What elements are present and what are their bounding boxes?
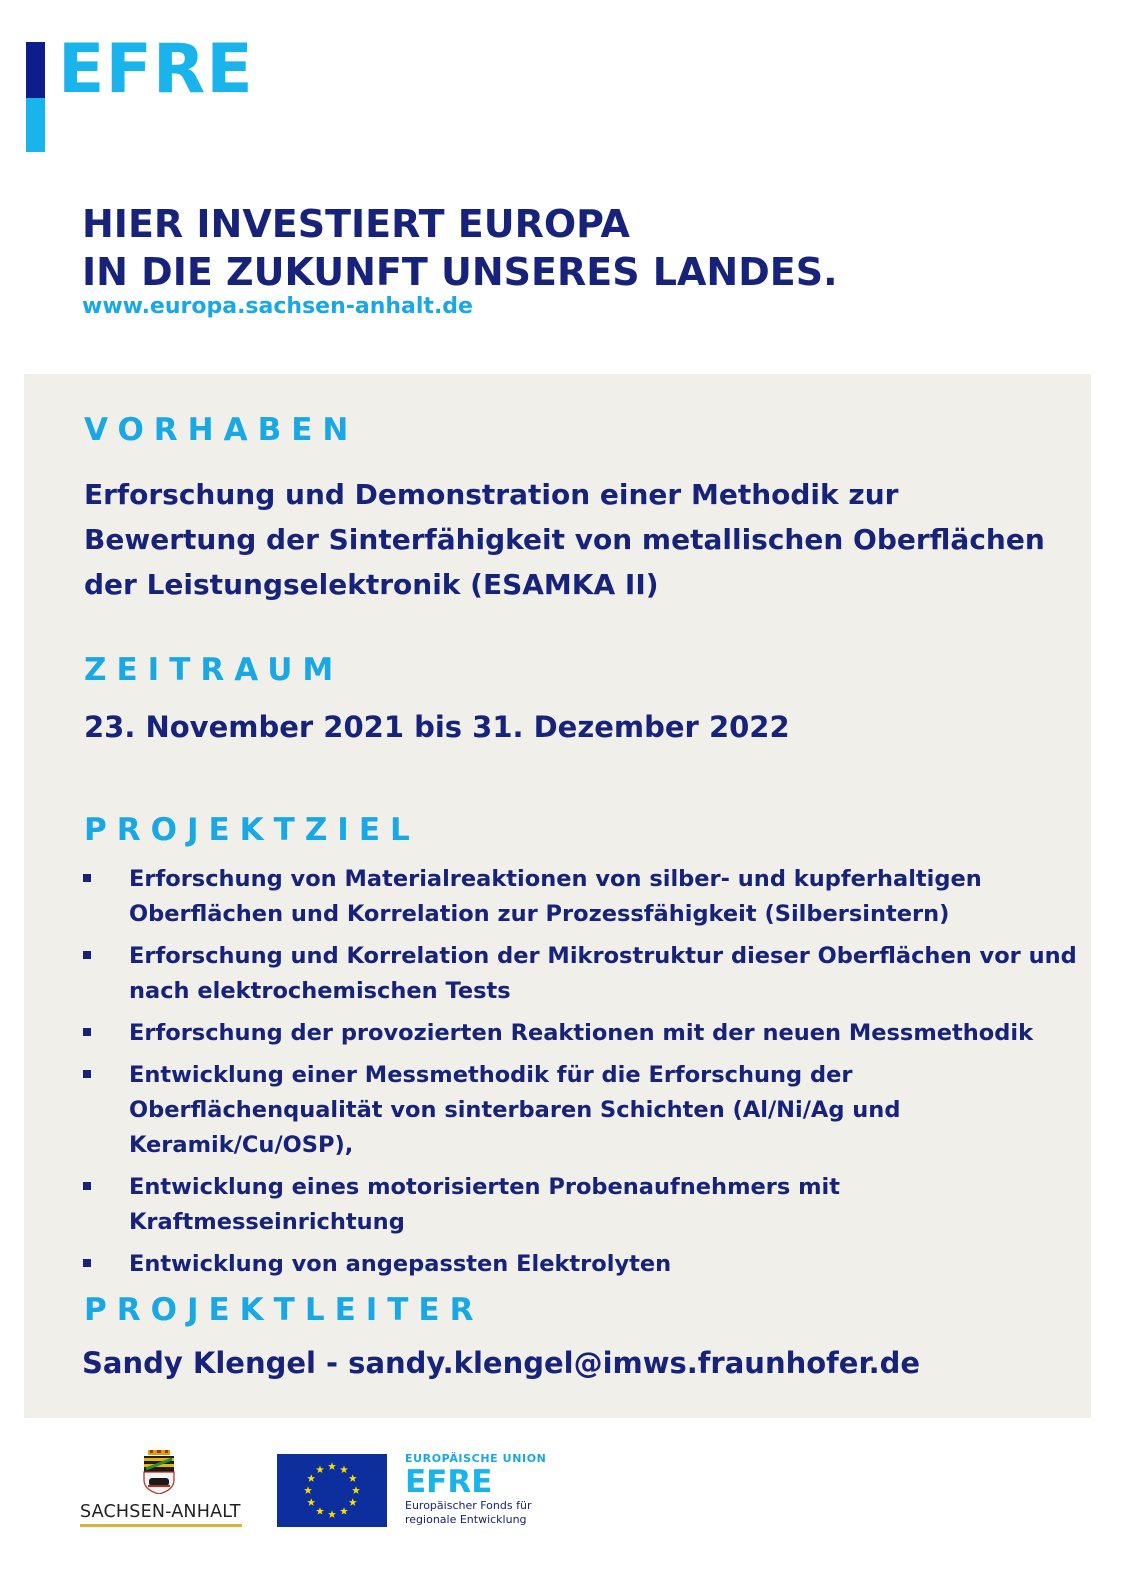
projektziel-heading: PROJEKTZIEL bbox=[84, 812, 420, 848]
zeitraum-heading: ZEITRAUM bbox=[84, 652, 344, 688]
goal-text: Erforschung von Materialreaktionen von silber- und kupferhaltigen Oberflächen und Korrelation zur Prozessfähigkeit (Silbersintern) bbox=[129, 866, 982, 927]
goal-text: Entwicklung einer Messmethodik für die Erforschung der Oberflächenqualität von sinterbaren Schichten (Al/Ni/Ag und Keramik/Cu/OSP), bbox=[129, 1062, 901, 1158]
goal-item bbox=[82, 1058, 1082, 1163]
headline-line-1: HIER INVESTIERT EUROPA bbox=[82, 202, 630, 246]
goal-item bbox=[82, 1170, 1082, 1240]
eu-fund-line-1: Europäischer Fonds für bbox=[405, 1499, 532, 1512]
project-leader-contact[interactable]: Sandy Klengel - sandy.klengel@imws.fraunhofer.de bbox=[82, 1346, 921, 1380]
sachsen-anhalt-logo bbox=[78, 1450, 244, 1530]
efre-logo: EFRE bbox=[58, 30, 254, 109]
goal-item bbox=[82, 1247, 1082, 1282]
bullet-icon bbox=[83, 874, 91, 882]
goal-item bbox=[82, 939, 1082, 1009]
project-title: Erforschung und Demonstration einer Methodik zur Bewertung der Sinterfähigkeit von metallischen Oberflächen der Leistungselektronik (ESAMKA II) bbox=[84, 478, 1045, 601]
sachsen-anhalt-underline bbox=[80, 1524, 242, 1527]
bullet-icon bbox=[83, 1182, 91, 1190]
eu-union-label: EUROPÄISCHE UNION bbox=[405, 1452, 547, 1465]
projektleiter-heading: PROJEKTLEITER bbox=[84, 1292, 484, 1328]
eu-efre-logo bbox=[405, 1452, 546, 1527]
project-period: 23. November 2021 bis 31. Dezember 2022 bbox=[84, 710, 790, 744]
goals-list bbox=[82, 862, 1082, 1289]
eu-fund-line-2: regionale Entwicklung bbox=[405, 1513, 527, 1526]
eu-efre-label: EFRE bbox=[405, 1464, 493, 1500]
headline-line-2: IN DIE ZUKUNFT UNSERES LANDES. bbox=[82, 250, 838, 294]
goal-item bbox=[82, 862, 1082, 932]
logo-bar-dark bbox=[26, 42, 45, 98]
coat-of-arms-icon bbox=[141, 1450, 177, 1494]
goal-text: Erforschung und Korrelation der Mikrostruktur dieser Oberflächen vor und nach elektrochemischen Tests bbox=[129, 943, 1077, 1004]
vorhaben-heading: VORHABEN bbox=[84, 412, 359, 448]
website-link[interactable]: www.europa.sachsen-anhalt.de bbox=[82, 294, 473, 319]
eu-flag-icon bbox=[277, 1454, 387, 1527]
bullet-icon bbox=[83, 1070, 91, 1078]
sachsen-anhalt-label: SACHSEN-ANHALT bbox=[80, 1502, 241, 1522]
headline bbox=[82, 200, 838, 296]
bullet-icon bbox=[83, 1028, 91, 1036]
bullet-icon bbox=[83, 951, 91, 959]
logo-bar-light bbox=[26, 98, 45, 152]
goal-item bbox=[82, 1016, 1082, 1051]
goal-text: Entwicklung von angepassten Elektrolyten bbox=[129, 1251, 672, 1277]
goal-text: Entwicklung eines motorisierten Probenaufnehmers mit Kraftmesseinrichtung bbox=[129, 1174, 841, 1235]
bullet-icon bbox=[83, 1259, 91, 1267]
goal-text: Erforschung der provozierten Reaktionen mit der neuen Messmethodik bbox=[129, 1020, 1034, 1046]
